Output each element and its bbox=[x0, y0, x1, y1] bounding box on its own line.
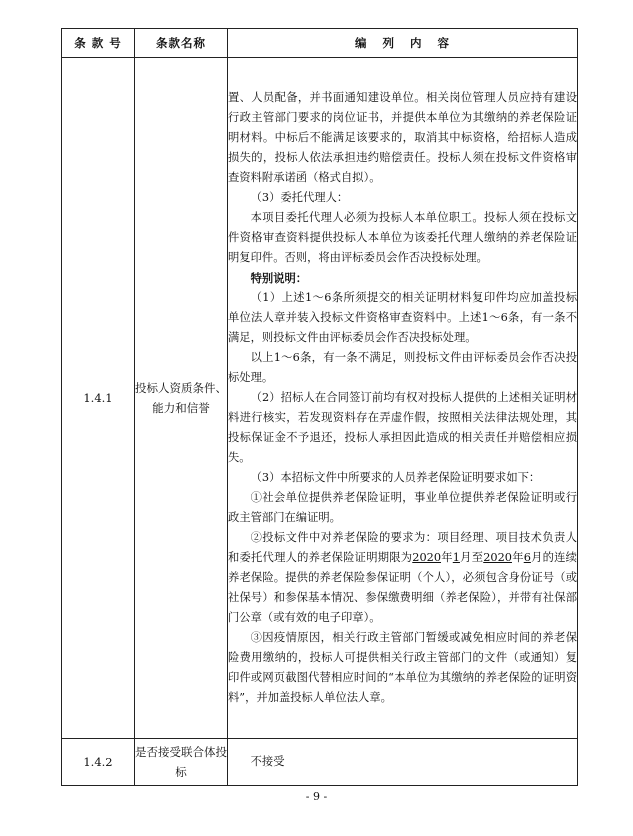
clause-content bbox=[228, 739, 578, 786]
header-content: 编 列 内 容 bbox=[228, 29, 578, 58]
start-year: 2020 bbox=[412, 551, 442, 564]
paragraph-text: 月的连续养老保险。提供的养老保险参保证明（个人），必须包含身份证号（或社保号）和参保基本情况、参保缴费明细（养老保险），并带有社保部门公章（或有效的电子印章）。 bbox=[228, 551, 577, 624]
clause-content bbox=[228, 58, 578, 739]
content-paragraph: （1）上述1～6条所须提交的相关证明材料复印件均应加盖投标单位法人章并装入投标文件资格审查资料中。上述1～6条，有一条不满足，则投标文件由评标委员会作否决投标处理。 bbox=[228, 291, 577, 344]
page-number: - 9 - bbox=[305, 790, 328, 803]
clause-name: 投标人资质条件、能力和信誉 bbox=[135, 58, 228, 739]
end-year: 2020 bbox=[483, 551, 512, 564]
end-month: 6 bbox=[523, 551, 531, 564]
table-row bbox=[62, 739, 578, 786]
paragraph-text: 年 bbox=[441, 551, 453, 564]
table-header-row bbox=[62, 29, 578, 58]
content-paragraph: （3）委托代理人： bbox=[250, 191, 349, 204]
start-month: 1 bbox=[452, 551, 460, 564]
paragraph-text: ②投标文件中对养老保险的要求为：项目经理、项目技术负责人和委托代理人的养老保险证明期限为 bbox=[228, 531, 577, 564]
content-paragraph: 本项目委托代理人必须为投标人本单位职工。投标人须在投标文件资格审查资料提供投标人本单位为该委托代理人缴纳的养老保险证明复印件。否则，将由评标委员会作否决投标处理。 bbox=[228, 211, 577, 264]
special-note-heading: 特别说明： bbox=[250, 271, 308, 285]
header-clause-number: 条 款 号 bbox=[62, 29, 135, 58]
content-paragraph: ①社会单位提供养老保险证明，事业单位提供养老保险证明或行政主管部门在编证明。 bbox=[228, 491, 577, 524]
clause-number: 1.4.1 bbox=[62, 58, 135, 739]
content-paragraph: 置、人员配备，并书面通知建设单位。相关岗位管理人员应持有建设行政主管部门要求的岗位证书，并提供本单位为其缴纳的养老保险证明材料。中标后不能满足该要求的，取消其中标资格，给招标人造成损失的，投标人依法承担违约赔偿责任。投标人须在投标文件资格审查资料附承诺函（格式自拟）。 bbox=[228, 91, 577, 184]
paragraph-text: 年 bbox=[511, 551, 524, 564]
clause-table bbox=[61, 28, 578, 786]
header-clause-name: 条款名称 bbox=[135, 29, 228, 58]
content-paragraph: （3）本招标文件中所要求的人员养老保险证明要求如下： bbox=[250, 471, 541, 484]
paragraph-text: 月至 bbox=[459, 551, 484, 564]
clause-name: 是否接受联合体投标 bbox=[135, 739, 228, 786]
clause-number: 1.4.2 bbox=[62, 739, 135, 786]
table-row bbox=[62, 58, 578, 739]
content-paragraph: （2）招标人在合同签订前均有权对投标人提供的上述相关证明材料进行核实，若发现资料存在弄虚作假，按照相关法律法规处理，其投标保证金不予退还，投标人承担因此造成的相关责任并赔偿相应损失。 bbox=[228, 391, 577, 464]
content-value: 不接受 bbox=[250, 755, 285, 768]
content-paragraph: ③因疫情原因，相关行政主管部门暂缓或减免相应时间的养老保险费用缴纳的，投标人可提供相关行政主管部门的文件（或通知）复印件或网页截图代替相应时间的“本单位为其缴纳的养老保险的证明资料”，并加盖投标人单位法人章。 bbox=[228, 631, 577, 704]
content-paragraph: 以上1～6条，有一条不满足，则投标文件由评标委员会作否决投标处理。 bbox=[228, 351, 577, 384]
pension-requirement-paragraph bbox=[228, 528, 577, 628]
